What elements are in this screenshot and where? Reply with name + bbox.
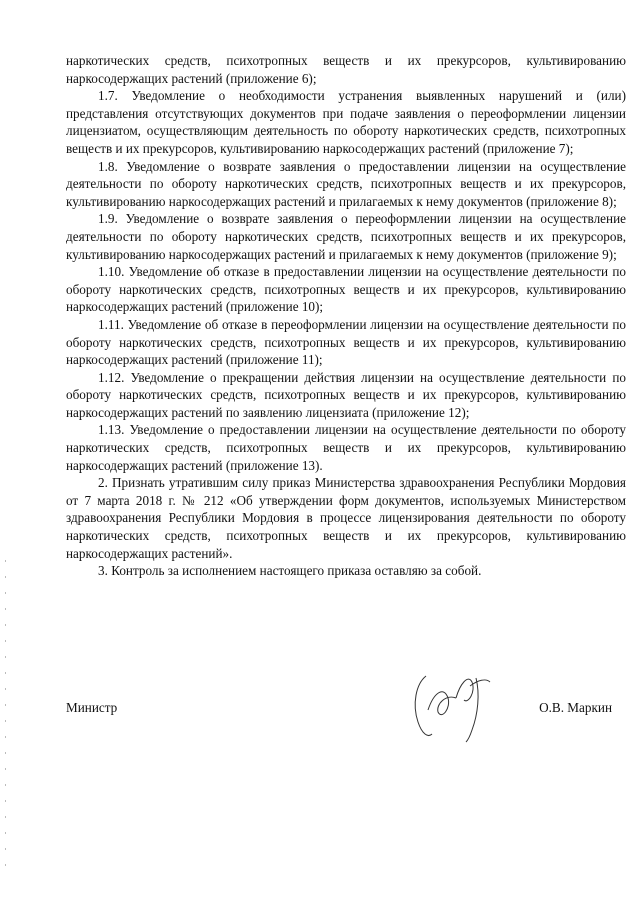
paragraph-1-13: 1.13. Уведомление о предоставлении лицензии на осуществление деятельности по обороту наркотических средств, психотропных веществ и их прекурсоров, культивированию наркосодержащих растений (приложение 13). xyxy=(66,422,626,473)
paragraph-2: 2. Признать утратившим силу приказ Министерства здравоохранения Республики Мордовия от 7 марта 2018 г. № 212 «Об утверждении форм документов, используемых Министерством здравоохранения Республики Мордовия в процессе лицензирования деятельности по обороту наркотических средств, психотропных веществ и их прекурсоров, культивированию наркосодержащих растений». xyxy=(66,475,626,561)
paragraph-1-7: 1.7. Уведомление о необходимости устранения выявленных нарушений и (или) представления отсутствующих документов при подаче заявления о переоформлении лицензии лицензиатом, осуществляющим деятельность по обороту наркотических средств, психотропных веществ и их прекурсоров, культивированию наркосодержащих растений (приложение 7); xyxy=(66,88,626,156)
paragraph-1-8: 1.8. Уведомление о возврате заявления о предоставлении лицензии на осуществление деятельности по обороту наркотических средств, психотропных веществ и их прекурсоров, культивированию наркосодержащих растений и прилагаемых к нему документов (приложение 8); xyxy=(66,158,626,209)
paragraph-continuation: наркотических средств, психотропных веществ и их прекурсоров, культивированию наркосодержащих растений (приложение 6); xyxy=(66,53,626,86)
signature-block xyxy=(66,700,612,730)
paragraph-1-9: 1.9. Уведомление о возврате заявления о переоформлении лицензии на осуществление деятельности по обороту наркотических средств, психотропных веществ и их прекурсоров, культивированию наркосодержащих растений и прилагаемых к нему документов (приложение 9); xyxy=(66,211,626,262)
position-title: Министр xyxy=(66,700,118,715)
signer-name: О.В. Маркин xyxy=(539,700,612,715)
paragraph-3: 3. Контроль за исполнением настоящего приказа оставляю за собой. xyxy=(98,563,482,579)
paragraph-1-12: 1.12. Уведомление о прекращении действия лицензии на осуществление деятельности по обороту наркотических средств, психотропных веществ и их прекурсоров, культивированию наркосодержащих растений по заявлению лицензиата (приложение 12); xyxy=(66,369,626,420)
scan-edge-marks xyxy=(4,560,7,880)
document-body xyxy=(66,52,626,580)
paragraph-1-10: 1.10. Уведомление об отказе в предоставлении лицензии на осуществление деятельности по обороту наркотических средств, психотропных веществ и их прекурсоров, культивированию наркосодержащих растений (приложение 10); xyxy=(66,264,626,315)
paragraph-1-11: 1.11. Уведомление об отказе в переоформлении лицензии на осуществление деятельности по обороту наркотических средств, психотропных веществ и их прекурсоров, культивированию наркосодержащих растений (приложение 11); xyxy=(66,316,626,368)
